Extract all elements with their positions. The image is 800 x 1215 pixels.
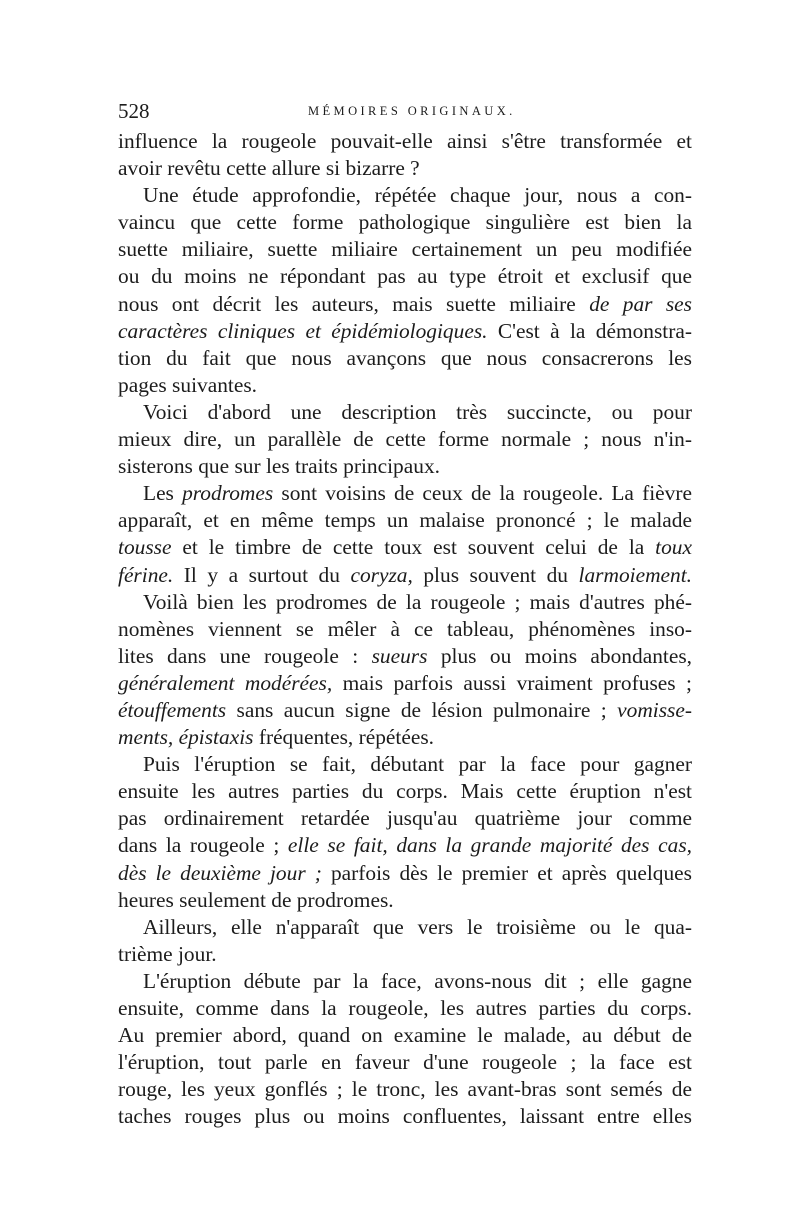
text-line — [118, 236, 692, 263]
italic-text: étouffements — [118, 697, 227, 722]
text-segment: Puis l'éruption se fait, débutant par la face pour gagner — [143, 752, 692, 777]
text-segment: mais parfois aussi vraiment profuses ; — [332, 670, 692, 695]
italic-text: généralement modérées, — [118, 670, 333, 695]
text-segment: C'est à la démonstra- — [487, 318, 692, 343]
text-line — [118, 751, 692, 778]
text-segment: Ailleurs, elle n'apparaît que vers le troisième ou le qua- — [143, 914, 692, 939]
text-line — [118, 182, 692, 209]
text-line — [118, 155, 692, 182]
text-line — [118, 941, 692, 968]
text-segment: Les — [143, 481, 183, 506]
italic-text: de par ses — [589, 291, 692, 316]
text-segment: trième jour. — [118, 941, 217, 966]
text-line — [118, 372, 692, 399]
text-line — [118, 995, 692, 1022]
text-segment: avoir revêtu cette allure si bizarre ? — [118, 156, 420, 181]
text-segment: fréquentes, répétées. — [253, 725, 435, 750]
text-segment: pages suivantes. — [118, 372, 258, 397]
text-line — [118, 480, 692, 507]
text-segment: plus souvent du — [412, 562, 579, 587]
text-segment: L'éruption débute par la face, avons-nous dit ; elle gagne — [143, 968, 692, 993]
text-segment: Voilà bien les prodromes de la rougeole ; mais d'autres phé- — [143, 589, 692, 614]
text-segment: Une étude approfondie, répétée chaque jour, nous a con- — [143, 183, 692, 208]
text-segment: vaincu que cette forme pathologique singulière est bien la — [118, 210, 692, 235]
text-segment: pas ordinairement retardée jusqu'au quatrième jour comme — [118, 806, 692, 831]
text-line — [118, 263, 692, 290]
body-text — [118, 128, 692, 1130]
text-segment: ensuite les autres parties du corps. Mais cette éruption n'est — [118, 779, 692, 804]
text-segment: plus ou moins abondantes, — [427, 643, 692, 668]
text-line — [118, 1049, 692, 1076]
running-title: MÉMOIRES ORIGINAUX. — [308, 104, 516, 118]
text-line — [118, 399, 692, 426]
text-segment: Voici d'abord une description très succincte, ou pour — [143, 399, 692, 424]
text-segment: nous ont décrit les auteurs, mais suette miliaire — [118, 291, 590, 316]
text-line — [118, 1022, 692, 1049]
text-segment: apparaît, et en même temps un malaise prononcé ; le malade — [118, 508, 692, 533]
text-segment: sisterons que sur les traits principaux. — [118, 454, 440, 479]
text-line — [118, 345, 692, 372]
text-line — [118, 562, 692, 589]
text-line — [118, 887, 692, 914]
text-segment: suette miliaire, suette miliaire certainement un peu modifiée — [118, 237, 692, 262]
text-segment: parfois dès le premier et après quelques — [321, 860, 692, 885]
text-segment: Il y a surtout du — [173, 562, 351, 587]
italic-text: toux — [655, 535, 692, 560]
text-line — [118, 1103, 692, 1130]
text-line — [118, 778, 692, 805]
text-segment: et le timbre de cette toux est souvent celui de la — [171, 535, 656, 560]
text-segment: influence la rougeole pouvait-elle ainsi s'être transformée et — [118, 129, 692, 153]
text-line — [118, 805, 692, 832]
text-segment: ou du moins ne répondant pas au type étroit et exclusif que — [118, 264, 692, 289]
text-line — [118, 670, 692, 697]
text-segment: Au premier abord, quand on examine le malade, au début de — [118, 1023, 692, 1048]
text-segment: dans la rougeole ; — [118, 833, 288, 858]
text-line — [118, 724, 692, 751]
italic-text: larmoiement. — [578, 562, 693, 587]
text-line — [118, 318, 692, 345]
italic-text: coryza, — [350, 562, 413, 587]
text-segment: mieux dire, un parallèle de cette forme normale ; nous n'in- — [118, 427, 692, 452]
text-segment: sans aucun signe de lésion pulmonaire ; — [226, 697, 618, 722]
text-line — [118, 534, 692, 561]
italic-text: dès le deuxième jour ; — [118, 860, 322, 885]
italic-text: vomisse- — [617, 697, 692, 722]
italic-text: prodromes — [182, 481, 274, 506]
text-line — [118, 128, 692, 155]
text-line — [118, 914, 692, 941]
text-line — [118, 453, 692, 480]
text-line — [118, 697, 692, 724]
text-line — [118, 616, 692, 643]
text-segment: lites dans une rougeole : — [118, 643, 372, 668]
italic-text: férine. — [118, 562, 174, 587]
text-line — [118, 209, 692, 236]
text-line — [118, 968, 692, 995]
page-header — [118, 96, 692, 126]
italic-text: sueurs — [371, 643, 428, 668]
text-segment: heures seulement de prodromes. — [118, 887, 394, 912]
page-number: 528 — [118, 99, 150, 123]
text-line — [118, 291, 692, 318]
text-line — [118, 589, 692, 616]
text-segment: ensuite, comme dans la rougeole, les autres parties du corps. — [118, 996, 692, 1020]
text-line — [118, 426, 692, 453]
text-line — [118, 832, 692, 859]
text-segment: taches rouges plus ou moins confluentes, laissant entre elles — [118, 1104, 692, 1129]
italic-text: ments, épistaxis — [118, 725, 254, 750]
text-segment: l'éruption, tout parle en faveur d'une rougeole ; la face est — [118, 1050, 692, 1075]
text-line — [118, 860, 692, 887]
text-line — [118, 1076, 692, 1103]
text-segment: sont voisins de ceux de la rougeole. La fièvre — [273, 481, 692, 506]
text-line — [118, 643, 692, 670]
italic-text: tousse — [118, 535, 172, 560]
text-segment: nomènes viennent se mêler à ce tableau, phénomènes inso- — [118, 616, 692, 641]
text-segment: rouge, les yeux gonflés ; le tronc, les avant-bras sont semés de — [118, 1077, 692, 1102]
italic-text: elle se fait, dans la grande majorité des cas, — [287, 833, 692, 858]
italic-text: caractères cliniques et épidémiologiques. — [118, 318, 488, 343]
text-segment: tion du fait que nous avançons que nous consacrerons les — [118, 345, 692, 370]
text-line — [118, 507, 692, 534]
